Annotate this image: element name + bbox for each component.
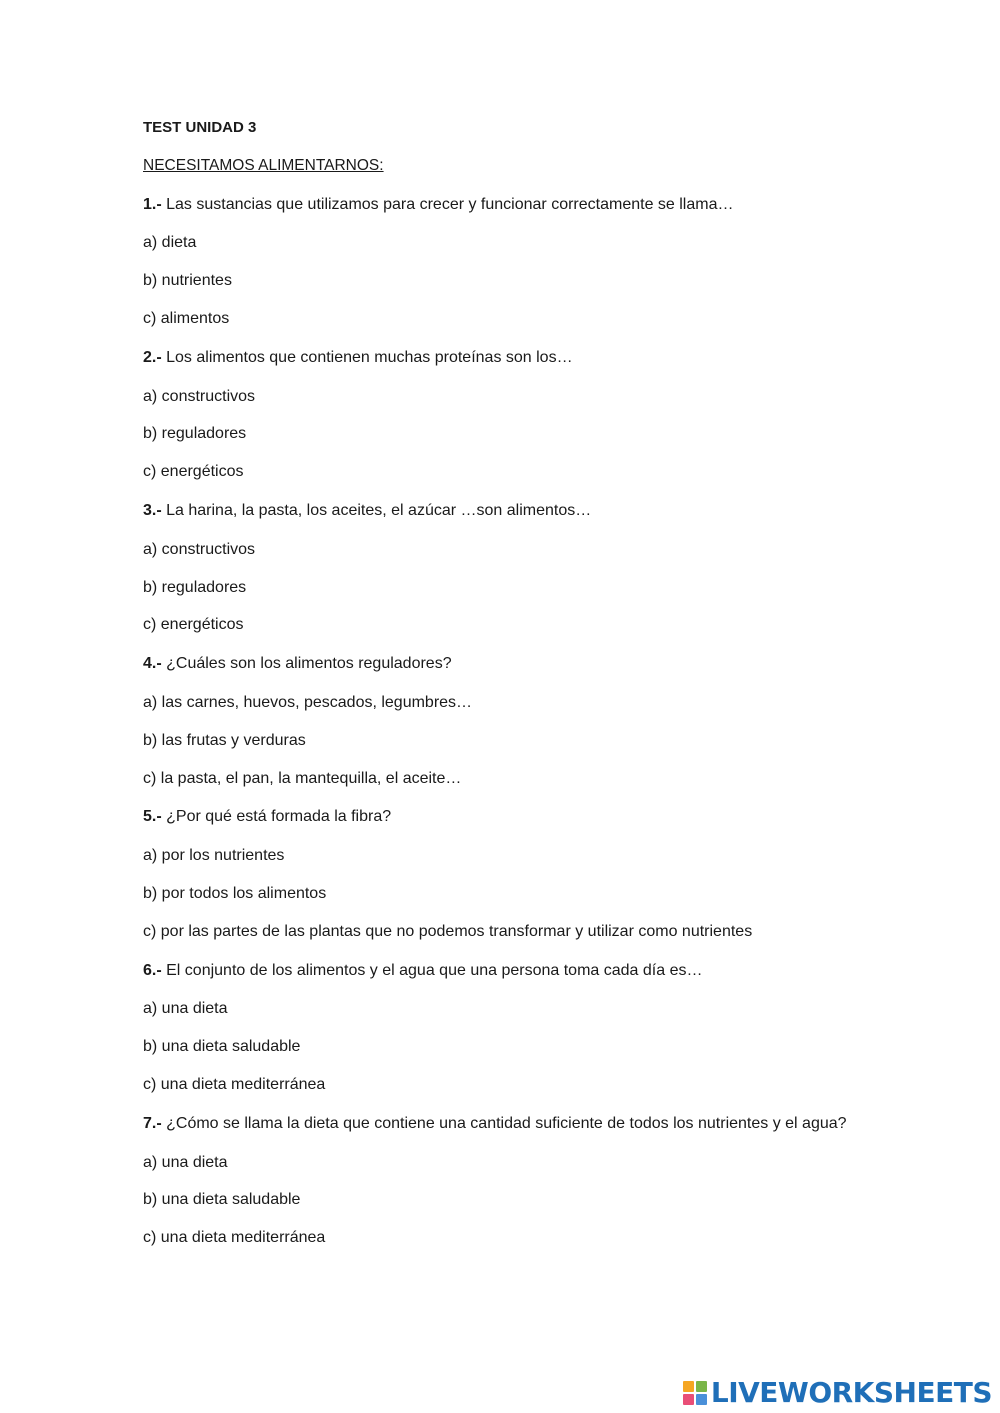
answer-option[interactable]: b) las frutas y verduras	[143, 731, 306, 749]
question-2	[143, 346, 863, 370]
question-5	[143, 805, 863, 829]
question-list	[143, 193, 863, 1250]
answer-option[interactable]: c) una dieta mediterránea	[143, 1229, 326, 1247]
answer-option[interactable]: c) la pasta, el pan, la mantequilla, el aceite…	[143, 769, 462, 787]
question-number: 7.-	[143, 1114, 162, 1132]
question-1	[143, 193, 863, 217]
answer-option[interactable]: b) nutrientes	[143, 272, 232, 290]
logo-square-1	[683, 1381, 694, 1392]
question-text: El conjunto de los alimentos y el agua que una persona toma cada día es…	[161, 961, 703, 979]
answer-option[interactable]: b) reguladores	[143, 425, 247, 443]
logo-square-4	[696, 1394, 707, 1405]
answer-option[interactable]: a) dieta	[143, 234, 197, 252]
answer-option[interactable]: b) una dieta saludable	[143, 1038, 301, 1056]
logo-square-2	[696, 1381, 707, 1392]
question-3	[143, 499, 863, 523]
answer-option[interactable]: c) energéticos	[143, 616, 244, 634]
question-number: 5.-	[143, 808, 162, 826]
worksheet-page	[143, 117, 863, 1265]
answer-option[interactable]: b) reguladores	[143, 578, 247, 596]
question-number: 4.-	[143, 655, 162, 673]
answer-option[interactable]: c) una dieta mediterránea	[143, 1075, 326, 1093]
section-subtitle: NECESITAMOS ALIMENTARNOS:	[143, 156, 384, 174]
answer-option[interactable]: a) una dieta	[143, 1000, 228, 1018]
question-number: 2.-	[143, 348, 162, 366]
logo-text: LIVEWORKSHEETS	[710, 1376, 992, 1409]
answer-option[interactable]: a) constructivos	[143, 387, 256, 405]
question-7	[143, 1112, 863, 1136]
question-number: 3.-	[143, 501, 162, 519]
question-4	[143, 652, 863, 676]
liveworksheets-logo	[683, 1376, 992, 1409]
question-text: Los alimentos que contienen muchas proteínas son los…	[161, 348, 573, 366]
question-number: 6.-	[143, 961, 162, 979]
question-6	[143, 959, 863, 983]
question-text: Las sustancias que utilizamos para crecer y funcionar correctamente se llama…	[161, 195, 734, 213]
logo-square-3	[683, 1394, 694, 1405]
question-text: ¿Por qué está formada la fibra?	[161, 808, 392, 826]
answer-option[interactable]: a) las carnes, huevos, pescados, legumbres…	[143, 693, 473, 711]
answer-option[interactable]: c) alimentos	[143, 309, 230, 327]
answer-option[interactable]: b) por todos los alimentos	[143, 884, 327, 902]
answer-option[interactable]: b) una dieta saludable	[143, 1191, 301, 1209]
answer-option[interactable]: a) constructivos	[143, 540, 256, 558]
question-number: 1.-	[143, 195, 162, 213]
page-title: TEST UNIDAD 3	[143, 119, 257, 136]
question-text: ¿Cómo se llama la dieta que contiene una cantidad suficiente de todos los nutrientes y el agua?	[161, 1114, 847, 1132]
answer-option[interactable]: a) por los nutrientes	[143, 847, 285, 865]
answer-option[interactable]: a) una dieta	[143, 1153, 228, 1171]
question-text: ¿Cuáles son los alimentos reguladores?	[161, 655, 452, 673]
question-text: La harina, la pasta, los aceites, el azúcar …son alimentos…	[161, 501, 592, 519]
answer-option[interactable]: c) energéticos	[143, 463, 244, 481]
answer-option[interactable]: c) por las partes de las plantas que no podemos transformar y utilizar como nutrientes	[143, 922, 753, 940]
logo-mark-icon	[683, 1381, 707, 1405]
